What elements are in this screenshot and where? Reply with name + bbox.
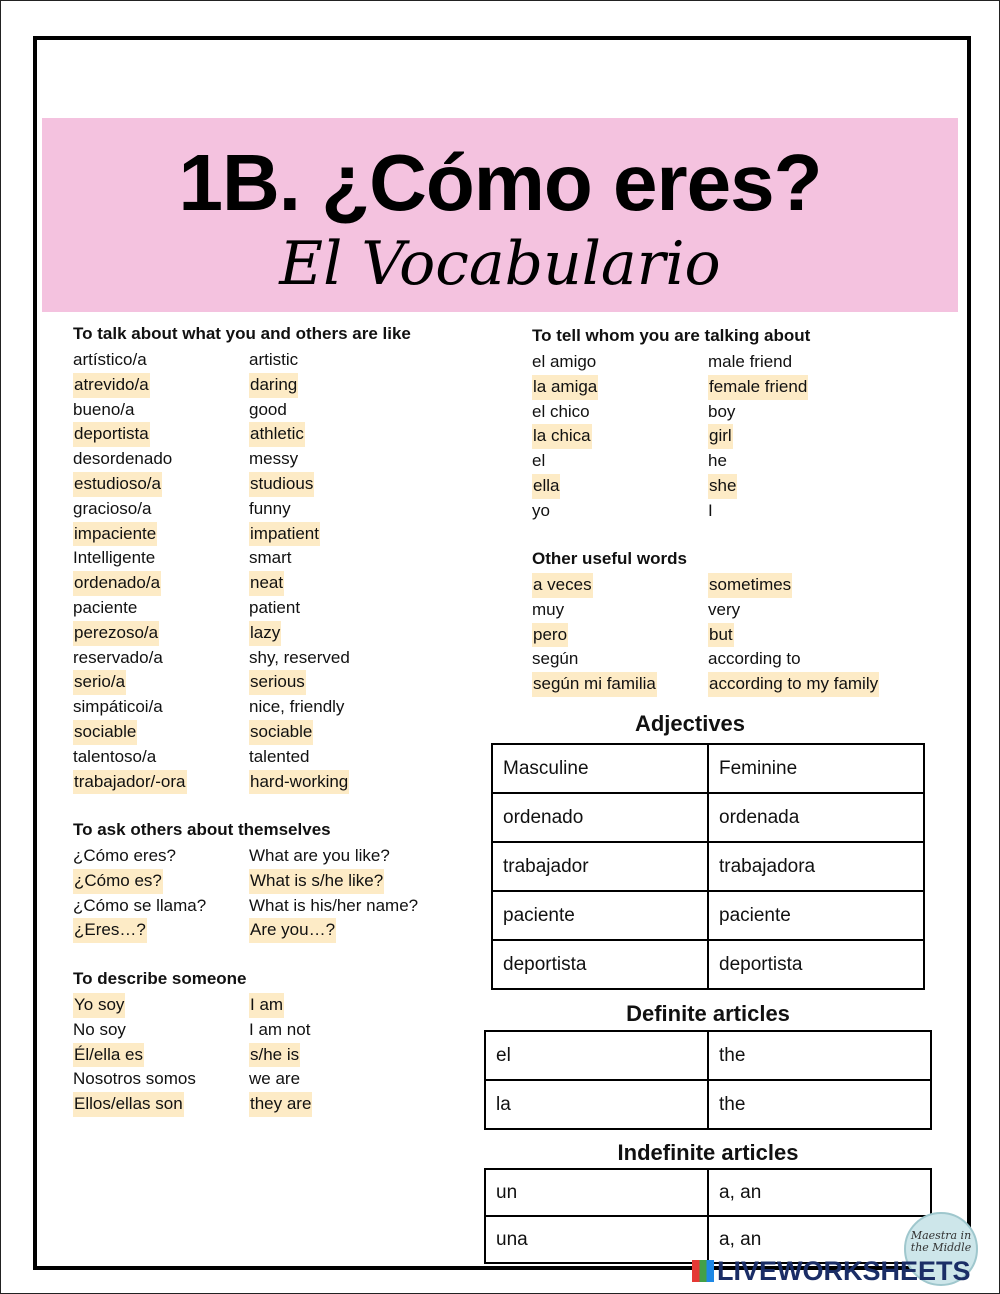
vocab-row <box>73 770 473 795</box>
spanish-term: la amiga <box>532 375 598 400</box>
spanish-term: ¿Eres…? <box>73 918 147 943</box>
table-row <box>485 1169 931 1216</box>
table-row <box>485 1080 931 1129</box>
vocab-row <box>73 348 473 373</box>
vocab-row <box>73 869 473 894</box>
english-translation: impatient <box>249 522 320 547</box>
english-translation: boy <box>708 401 736 421</box>
liveworksheets-brand[interactable] <box>692 1256 971 1286</box>
spanish-term: ¿Cómo se llama? <box>73 895 207 915</box>
table-cell: la <box>485 1080 708 1129</box>
spanish-term: yo <box>532 500 550 520</box>
table-cell: una <box>485 1216 708 1263</box>
section-describe-someone <box>73 968 473 1117</box>
spanish-term: Él/ella es <box>73 1043 144 1068</box>
section-useful-words <box>532 548 952 697</box>
english-translation: funny <box>249 498 291 518</box>
definite-articles-table <box>484 1030 932 1130</box>
vocab-row <box>532 400 952 425</box>
liveworksheets-icon <box>692 1260 714 1282</box>
vocab-row <box>73 447 473 472</box>
spanish-term: el amigo <box>532 352 597 371</box>
vocab-row <box>73 1043 473 1068</box>
table-row <box>492 842 924 891</box>
table-cell: a, an <box>708 1169 931 1216</box>
spanish-term: desordenado <box>73 449 173 469</box>
table-cell: paciente <box>492 891 708 940</box>
vocab-row <box>73 522 473 547</box>
vocab-row <box>73 1092 473 1117</box>
english-translation: I am <box>249 993 284 1018</box>
english-translation: he <box>708 451 727 471</box>
spanish-term: a veces <box>532 573 593 598</box>
english-translation: I <box>708 500 713 520</box>
english-translation: we are <box>249 1069 301 1089</box>
english-translation: they are <box>249 1092 312 1117</box>
table-cell: trabajador <box>492 842 708 891</box>
adjectives-table <box>491 743 925 990</box>
table-cell: ordenado <box>492 793 708 842</box>
vocab-row <box>73 398 473 423</box>
spanish-term: la chica <box>532 424 592 449</box>
indefinite-articles-title: Indefinite articles <box>617 1140 799 1165</box>
english-translation: athletic <box>249 422 305 447</box>
table-cell: Masculine <box>492 744 708 793</box>
table-row <box>492 744 924 793</box>
english-translation: messy <box>249 449 299 469</box>
section-heading: To ask others about themselves <box>73 820 331 839</box>
english-translation: but <box>708 623 734 648</box>
table-cell: el <box>485 1031 708 1080</box>
vocab-row <box>532 474 952 499</box>
spanish-term: bueno/a <box>73 399 135 419</box>
section-talk-about <box>73 323 473 794</box>
table-cell: trabajadora <box>708 842 924 891</box>
vocab-row <box>73 497 473 522</box>
spanish-term: trabajador/-ora <box>73 770 187 795</box>
vocab-row <box>73 373 473 398</box>
spanish-term: pero <box>532 623 568 648</box>
section-heading: Other useful words <box>532 549 687 568</box>
spanish-term: el chico <box>532 401 590 421</box>
vocab-row <box>73 1067 473 1092</box>
english-translation: sometimes <box>708 573 792 598</box>
spanish-term: según <box>532 649 579 669</box>
vocab-row <box>532 672 952 697</box>
table-cell: deportista <box>708 940 924 989</box>
spanish-term: reservado/a <box>73 647 163 667</box>
english-translation: nice, friendly <box>249 697 345 717</box>
vocab-row <box>73 422 473 447</box>
vocab-row <box>532 647 952 672</box>
english-translation: What is his/her name? <box>249 895 419 915</box>
spanish-term: ordenado/a <box>73 571 161 596</box>
spanish-term: Intelligente <box>73 548 156 568</box>
table-row <box>492 793 924 842</box>
english-translation: Are you…? <box>249 918 336 943</box>
spanish-term: Nosotros somos <box>73 1069 196 1089</box>
english-translation: artistic <box>249 350 299 369</box>
english-translation: studious <box>249 472 314 497</box>
english-translation: patient <box>249 597 301 617</box>
english-translation: serious <box>249 670 306 695</box>
english-translation: What are you like? <box>249 846 390 865</box>
spanish-term: simpáticoi/a <box>73 697 163 717</box>
table-row <box>485 1031 931 1080</box>
spanish-term: paciente <box>73 597 138 617</box>
page-title: 1B. ¿Cómo eres? <box>178 138 822 227</box>
vocab-row <box>532 350 952 375</box>
vocab-row <box>73 918 473 943</box>
spanish-term: estudioso/a <box>73 472 162 497</box>
table-cell: ordenada <box>708 793 924 842</box>
vocab-row <box>532 573 952 598</box>
vocab-row <box>73 646 473 671</box>
section-whom-talking <box>532 325 952 524</box>
english-translation: girl <box>708 424 733 449</box>
spanish-term: impaciente <box>73 522 157 547</box>
english-translation: she <box>708 474 737 499</box>
vocab-row <box>532 449 952 474</box>
spanish-term: según mi familia <box>532 672 657 697</box>
table-row <box>492 940 924 989</box>
brand-text: LIVEWORKSHEETS <box>717 1256 971 1286</box>
vocab-row <box>532 598 952 623</box>
vocab-row <box>73 546 473 571</box>
indefinite-articles-table <box>484 1168 932 1264</box>
vocab-row <box>73 745 473 770</box>
spanish-term: deportista <box>73 422 150 447</box>
english-translation: according to <box>708 649 801 669</box>
table-cell: paciente <box>708 891 924 940</box>
logo-text: Maestra in the Middle <box>910 1229 972 1254</box>
adjectives-title: Adjectives <box>634 711 746 736</box>
spanish-term: ¿Cómo eres? <box>73 846 176 865</box>
spanish-term: talentoso/a <box>73 746 157 766</box>
vocab-row <box>73 596 473 621</box>
spanish-term: sociable <box>73 720 137 745</box>
section-heading: To describe someone <box>73 969 247 988</box>
table-cell: a, an <box>708 1216 931 1263</box>
vocab-row <box>73 472 473 497</box>
vocab-row <box>73 894 473 919</box>
english-translation: sociable <box>249 720 313 745</box>
english-translation: talented <box>249 746 310 766</box>
english-translation: hard-working <box>249 770 349 795</box>
english-translation: very <box>708 599 741 619</box>
page-subtitle: El Vocabulario <box>279 229 721 299</box>
spanish-term: No soy <box>73 1019 126 1039</box>
spanish-term: muy <box>532 599 565 619</box>
english-translation: good <box>249 399 287 419</box>
section-heading: To tell whom you are talking about <box>532 326 811 345</box>
english-translation: I am not <box>249 1019 311 1039</box>
table-cell: deportista <box>492 940 708 989</box>
english-translation: daring <box>249 373 298 398</box>
spanish-term: perezoso/a <box>73 621 159 646</box>
table-cell: un <box>485 1169 708 1216</box>
vocab-row <box>532 623 952 648</box>
vocab-row <box>73 993 473 1018</box>
vocab-row <box>532 375 952 400</box>
spanish-term: Ellos/ellas son <box>73 1092 184 1117</box>
vocab-row <box>73 670 473 695</box>
vocab-row <box>73 695 473 720</box>
english-translation: lazy <box>249 621 281 646</box>
definite-articles-title: Definite articles <box>626 1001 790 1026</box>
spanish-term: atrevido/a <box>73 373 150 398</box>
spanish-term: el <box>532 451 546 471</box>
english-translation: shy, reserved <box>249 647 350 667</box>
vocab-row <box>73 621 473 646</box>
vocab-row <box>532 424 952 449</box>
english-translation: neat <box>249 571 284 596</box>
table-cell: the <box>708 1080 931 1129</box>
table-cell: Feminine <box>708 744 924 793</box>
english-translation: smart <box>249 548 292 568</box>
vocab-row <box>532 499 952 524</box>
english-translation: male friend <box>708 352 793 371</box>
vocab-row <box>73 1018 473 1043</box>
english-translation: female friend <box>708 375 808 400</box>
section-ask-others <box>73 819 473 943</box>
table-row <box>492 891 924 940</box>
english-translation: What is s/he like? <box>249 869 384 894</box>
section-heading: To talk about what you and others are like <box>73 324 411 343</box>
vocab-row <box>73 571 473 596</box>
spanish-term: ¿Cómo es? <box>73 869 163 894</box>
spanish-term: gracioso/a <box>73 498 152 518</box>
spanish-term: ella <box>532 474 560 499</box>
english-translation: s/he is <box>249 1043 300 1068</box>
spanish-term: Yo soy <box>73 993 125 1018</box>
vocab-row <box>73 844 473 869</box>
english-translation: according to my family <box>708 672 879 697</box>
spanish-term: artístico/a <box>73 350 147 369</box>
spanish-term: serio/a <box>73 670 126 695</box>
table-cell: the <box>708 1031 931 1080</box>
vocab-row <box>73 720 473 745</box>
